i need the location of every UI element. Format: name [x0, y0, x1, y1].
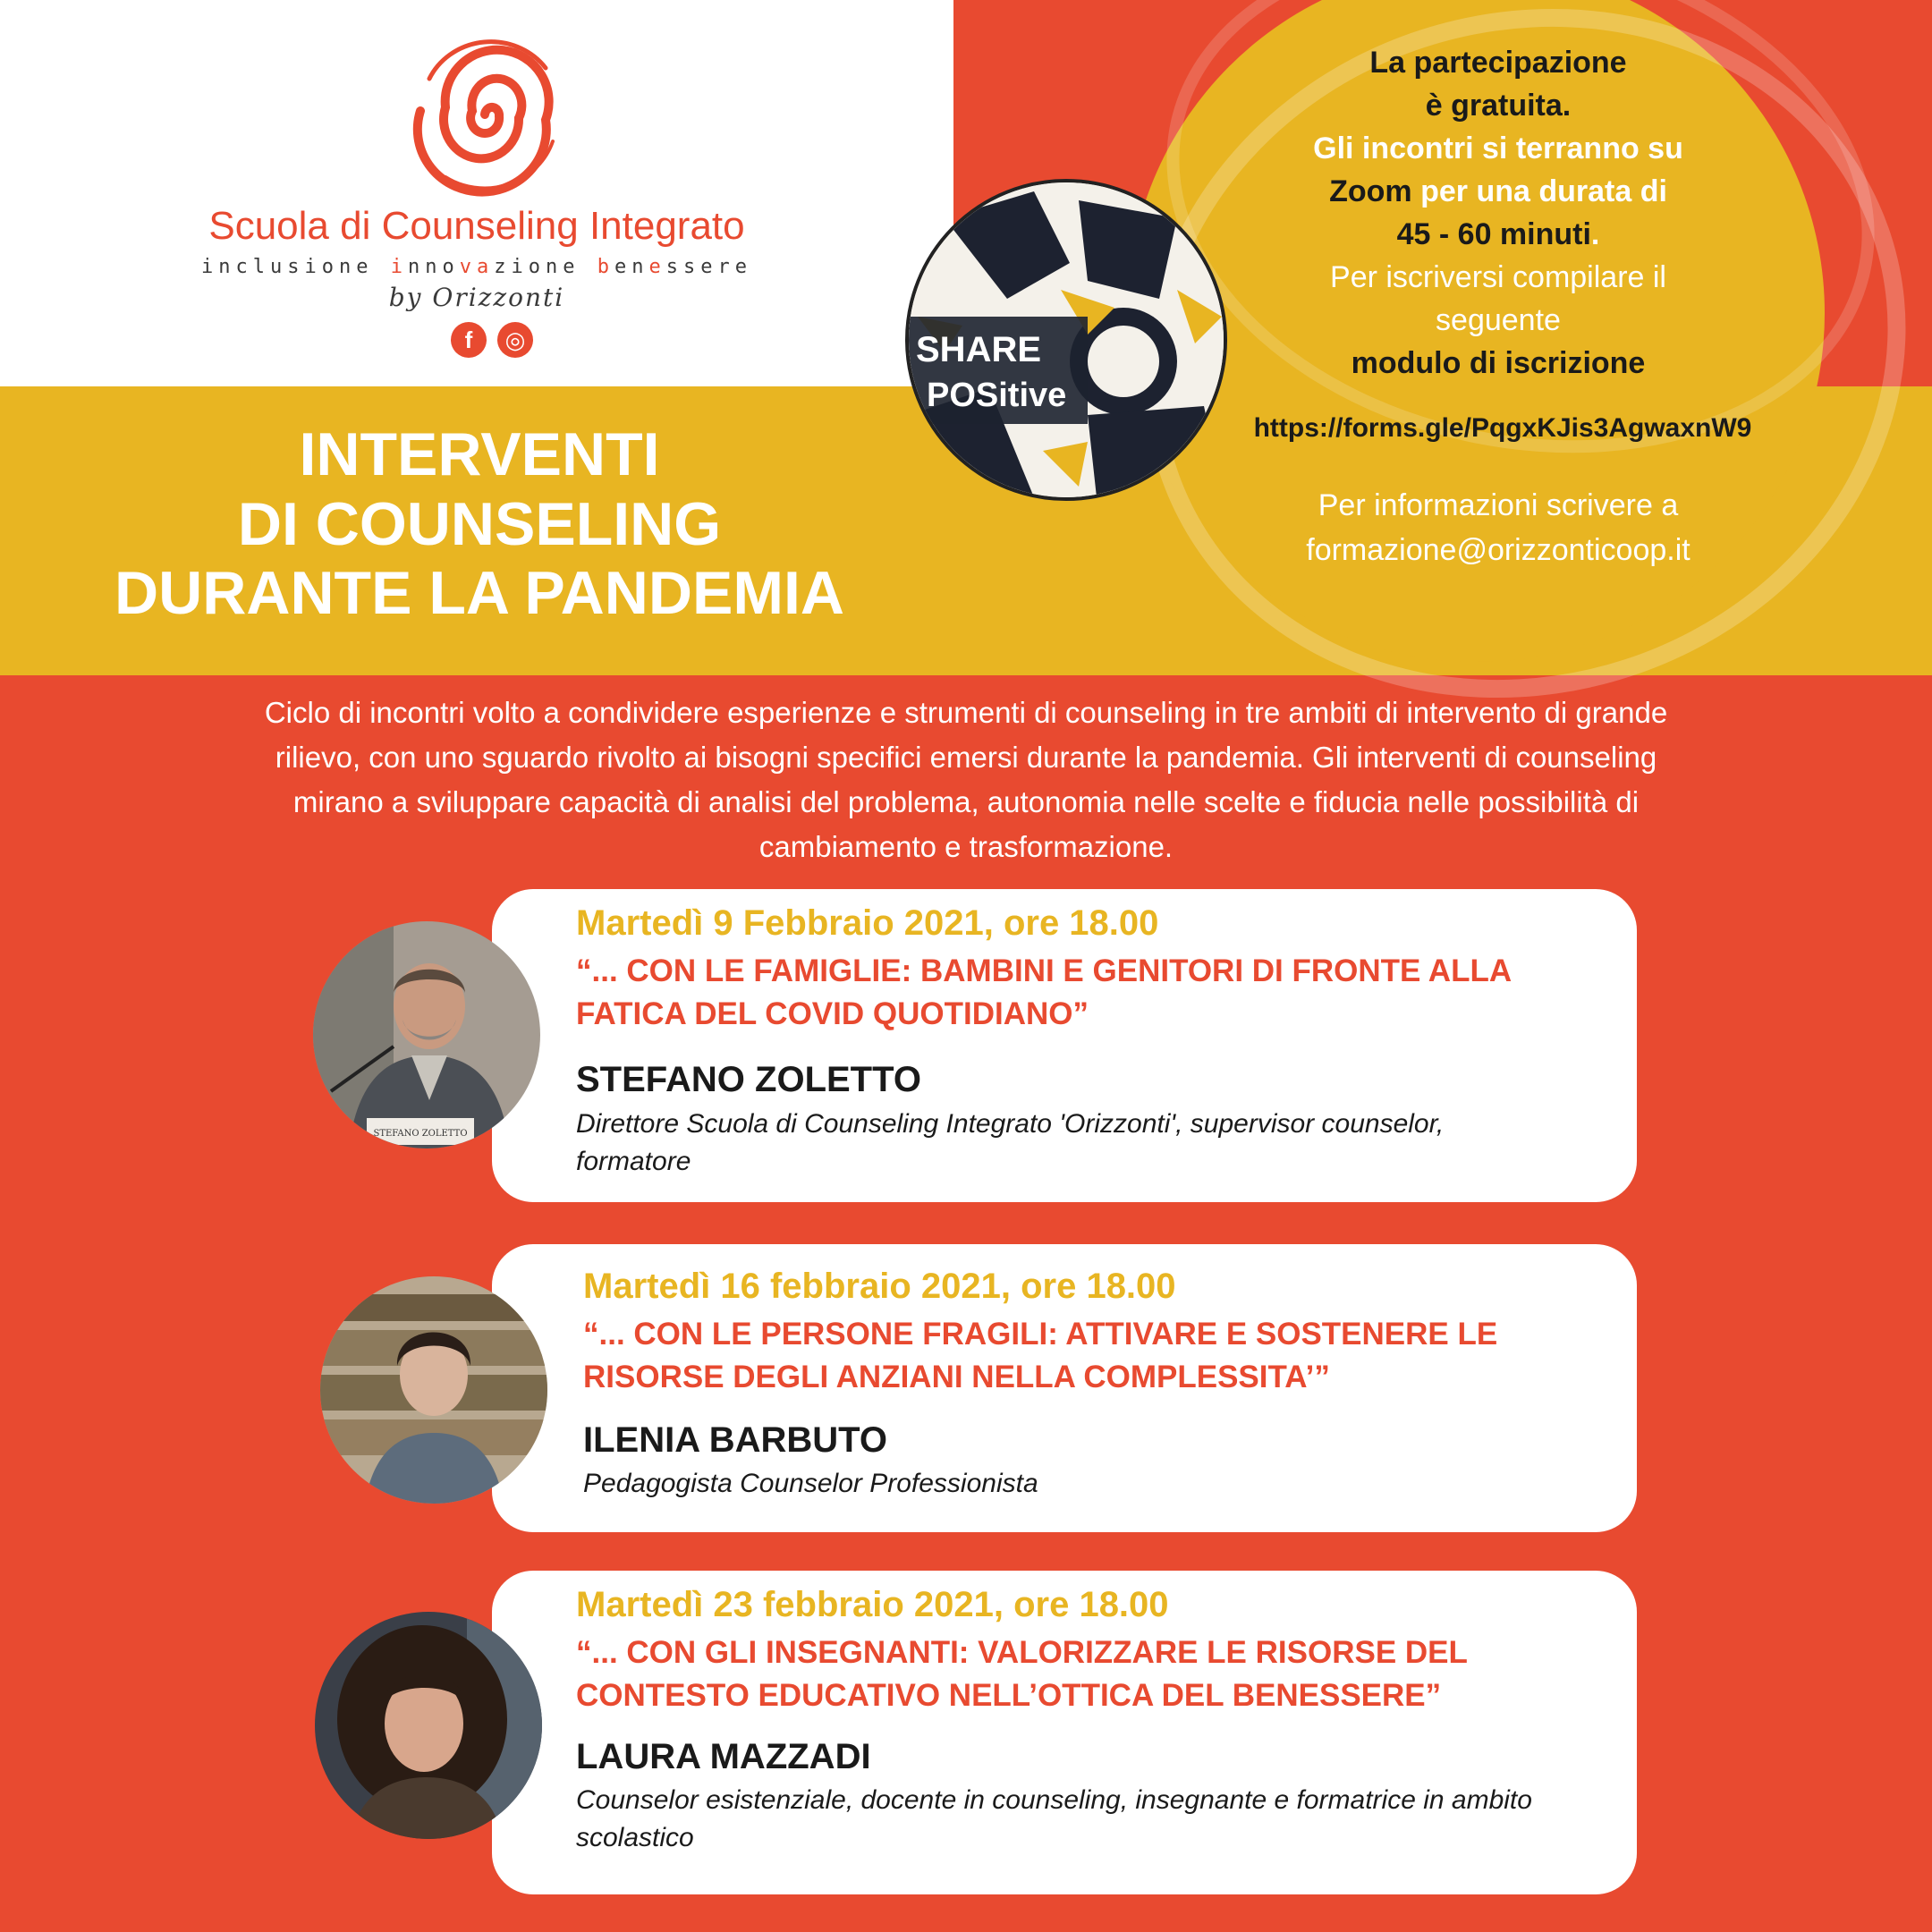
instagram-icon[interactable]: ◎ — [497, 322, 533, 358]
event-title-line: CONTESTO EDUCATIVO NELL’OTTICA DEL BENESSERE” — [576, 1678, 1442, 1713]
contact-info — [1190, 483, 1807, 572]
speaker-role-line: Pedagogista Counselor Professionista — [583, 1469, 1038, 1498]
description-line: rilievo, con uno sguardo rivolto ai bisogni specifici emersi durante la pandemia. Gli interventi di counseling — [275, 741, 1657, 774]
speaker-name: LAURA MAZZADI — [576, 1737, 871, 1776]
speaker-name: STEFANO ZOLETTO — [576, 1060, 921, 1099]
series-description — [98, 691, 1834, 869]
spiral-logo-icon — [394, 25, 590, 204]
event-title — [583, 1313, 1497, 1399]
info-line: La partecipazione — [1369, 46, 1627, 80]
info-line: Gli incontri si terranno su — [1313, 131, 1683, 165]
event-title-line: “... CON LE FAMIGLIE: BAMBINI E GENITORI DI FRONTE ALLA — [576, 953, 1513, 988]
nameplate-text: STEFANO ZOLETTO — [373, 1129, 468, 1139]
info-line: modulo di iscrizione — [1351, 346, 1646, 380]
speaker-role — [583, 1465, 1038, 1503]
speaker-name: ILENIA BARBUTO — [583, 1420, 887, 1460]
event-title — [576, 950, 1512, 1036]
description-line: mirano a sviluppare capacità di analisi del problema, autonomia nelle scelte e fiducia nelle possibilità di — [292, 785, 1640, 818]
speaker-role-line: Counselor esistenziale, docente in counseling, insegnante e formatrice in ambito — [576, 1785, 1532, 1815]
description-line: Ciclo di incontri volto a condividere esperienze e strumenti di counseling in tre ambiti di intervento di grande — [264, 696, 1668, 729]
main-title-line: DI COUNSELING — [237, 489, 722, 558]
artwork-illustration — [909, 182, 1224, 497]
speaker-photo-stefano-zoletto — [313, 921, 540, 1148]
event-date: Martedì 9 Febbraio 2021, ore 18.00 — [576, 903, 1159, 943]
main-title-line: INTERVENTI — [299, 420, 660, 488]
speaker-photo-laura-mazzadi — [315, 1612, 542, 1839]
description-line: cambiamento e trasformazione. — [758, 830, 1174, 863]
artwork-text-share: SHARE — [916, 330, 1042, 369]
info-line: è gratuita. — [1425, 89, 1572, 123]
info-line: Zoom per una durata di — [1329, 174, 1667, 208]
registration-form-link[interactable]: https://forms.gle/PqgxKJis3AgwaxnW9 — [1253, 413, 1752, 443]
share-positive-artwork — [905, 179, 1227, 501]
info-line: 45 - 60 minuti. — [1396, 217, 1600, 251]
main-title — [27, 420, 932, 629]
event-title-line: “... CON LE PERSONE FRAGILI: ATTIVARE E SOSTENERE LE — [583, 1317, 1498, 1352]
event-date: Martedì 23 febbraio 2021, ore 18.00 — [576, 1585, 1169, 1624]
by-orizzonti: by Orizzonti — [388, 283, 565, 312]
event-title — [576, 1631, 1468, 1717]
info-line: seguente — [1436, 303, 1561, 337]
speaker-photo-ilenia-barbuto — [320, 1276, 547, 1504]
speaker-role-line: scolastico — [576, 1823, 694, 1852]
event-date: Martedì 16 febbraio 2021, ore 18.00 — [583, 1267, 1176, 1306]
artwork-text-positive: POSitive — [927, 377, 1067, 414]
contact-email-link[interactable]: formazione@orizzonticoop.it — [1306, 533, 1690, 567]
speaker-role — [576, 1106, 1444, 1181]
speaker-role-line: Direttore Scuola di Counseling Integrato 'Orizzonti', supervisor counselor, — [576, 1109, 1445, 1139]
event-title-line: RISORSE DEGLI ANZIANI NELLA COMPLESSITA’” — [583, 1360, 1330, 1394]
info-line: Per iscriversi compilare il — [1330, 260, 1666, 294]
speaker-role — [576, 1782, 1532, 1857]
contact-label: Per informazioni scrivere a — [1318, 488, 1679, 522]
school-name: Scuola di Counseling Integrato — [208, 204, 745, 248]
school-tagline: inclusione innovazione benessere — [201, 256, 752, 278]
main-title-line: DURANTE LA PANDEMIA — [114, 559, 844, 628]
speaker-role-line: formatore — [576, 1147, 691, 1176]
event-title-line: FATICA DEL COVID QUOTIDIANO” — [576, 996, 1089, 1031]
facebook-icon[interactable]: f — [451, 322, 487, 358]
participation-info — [1234, 41, 1762, 385]
event-title-line: “... CON GLI INSEGNANTI: VALORIZZARE LE RISORSE DEL — [576, 1635, 1468, 1670]
